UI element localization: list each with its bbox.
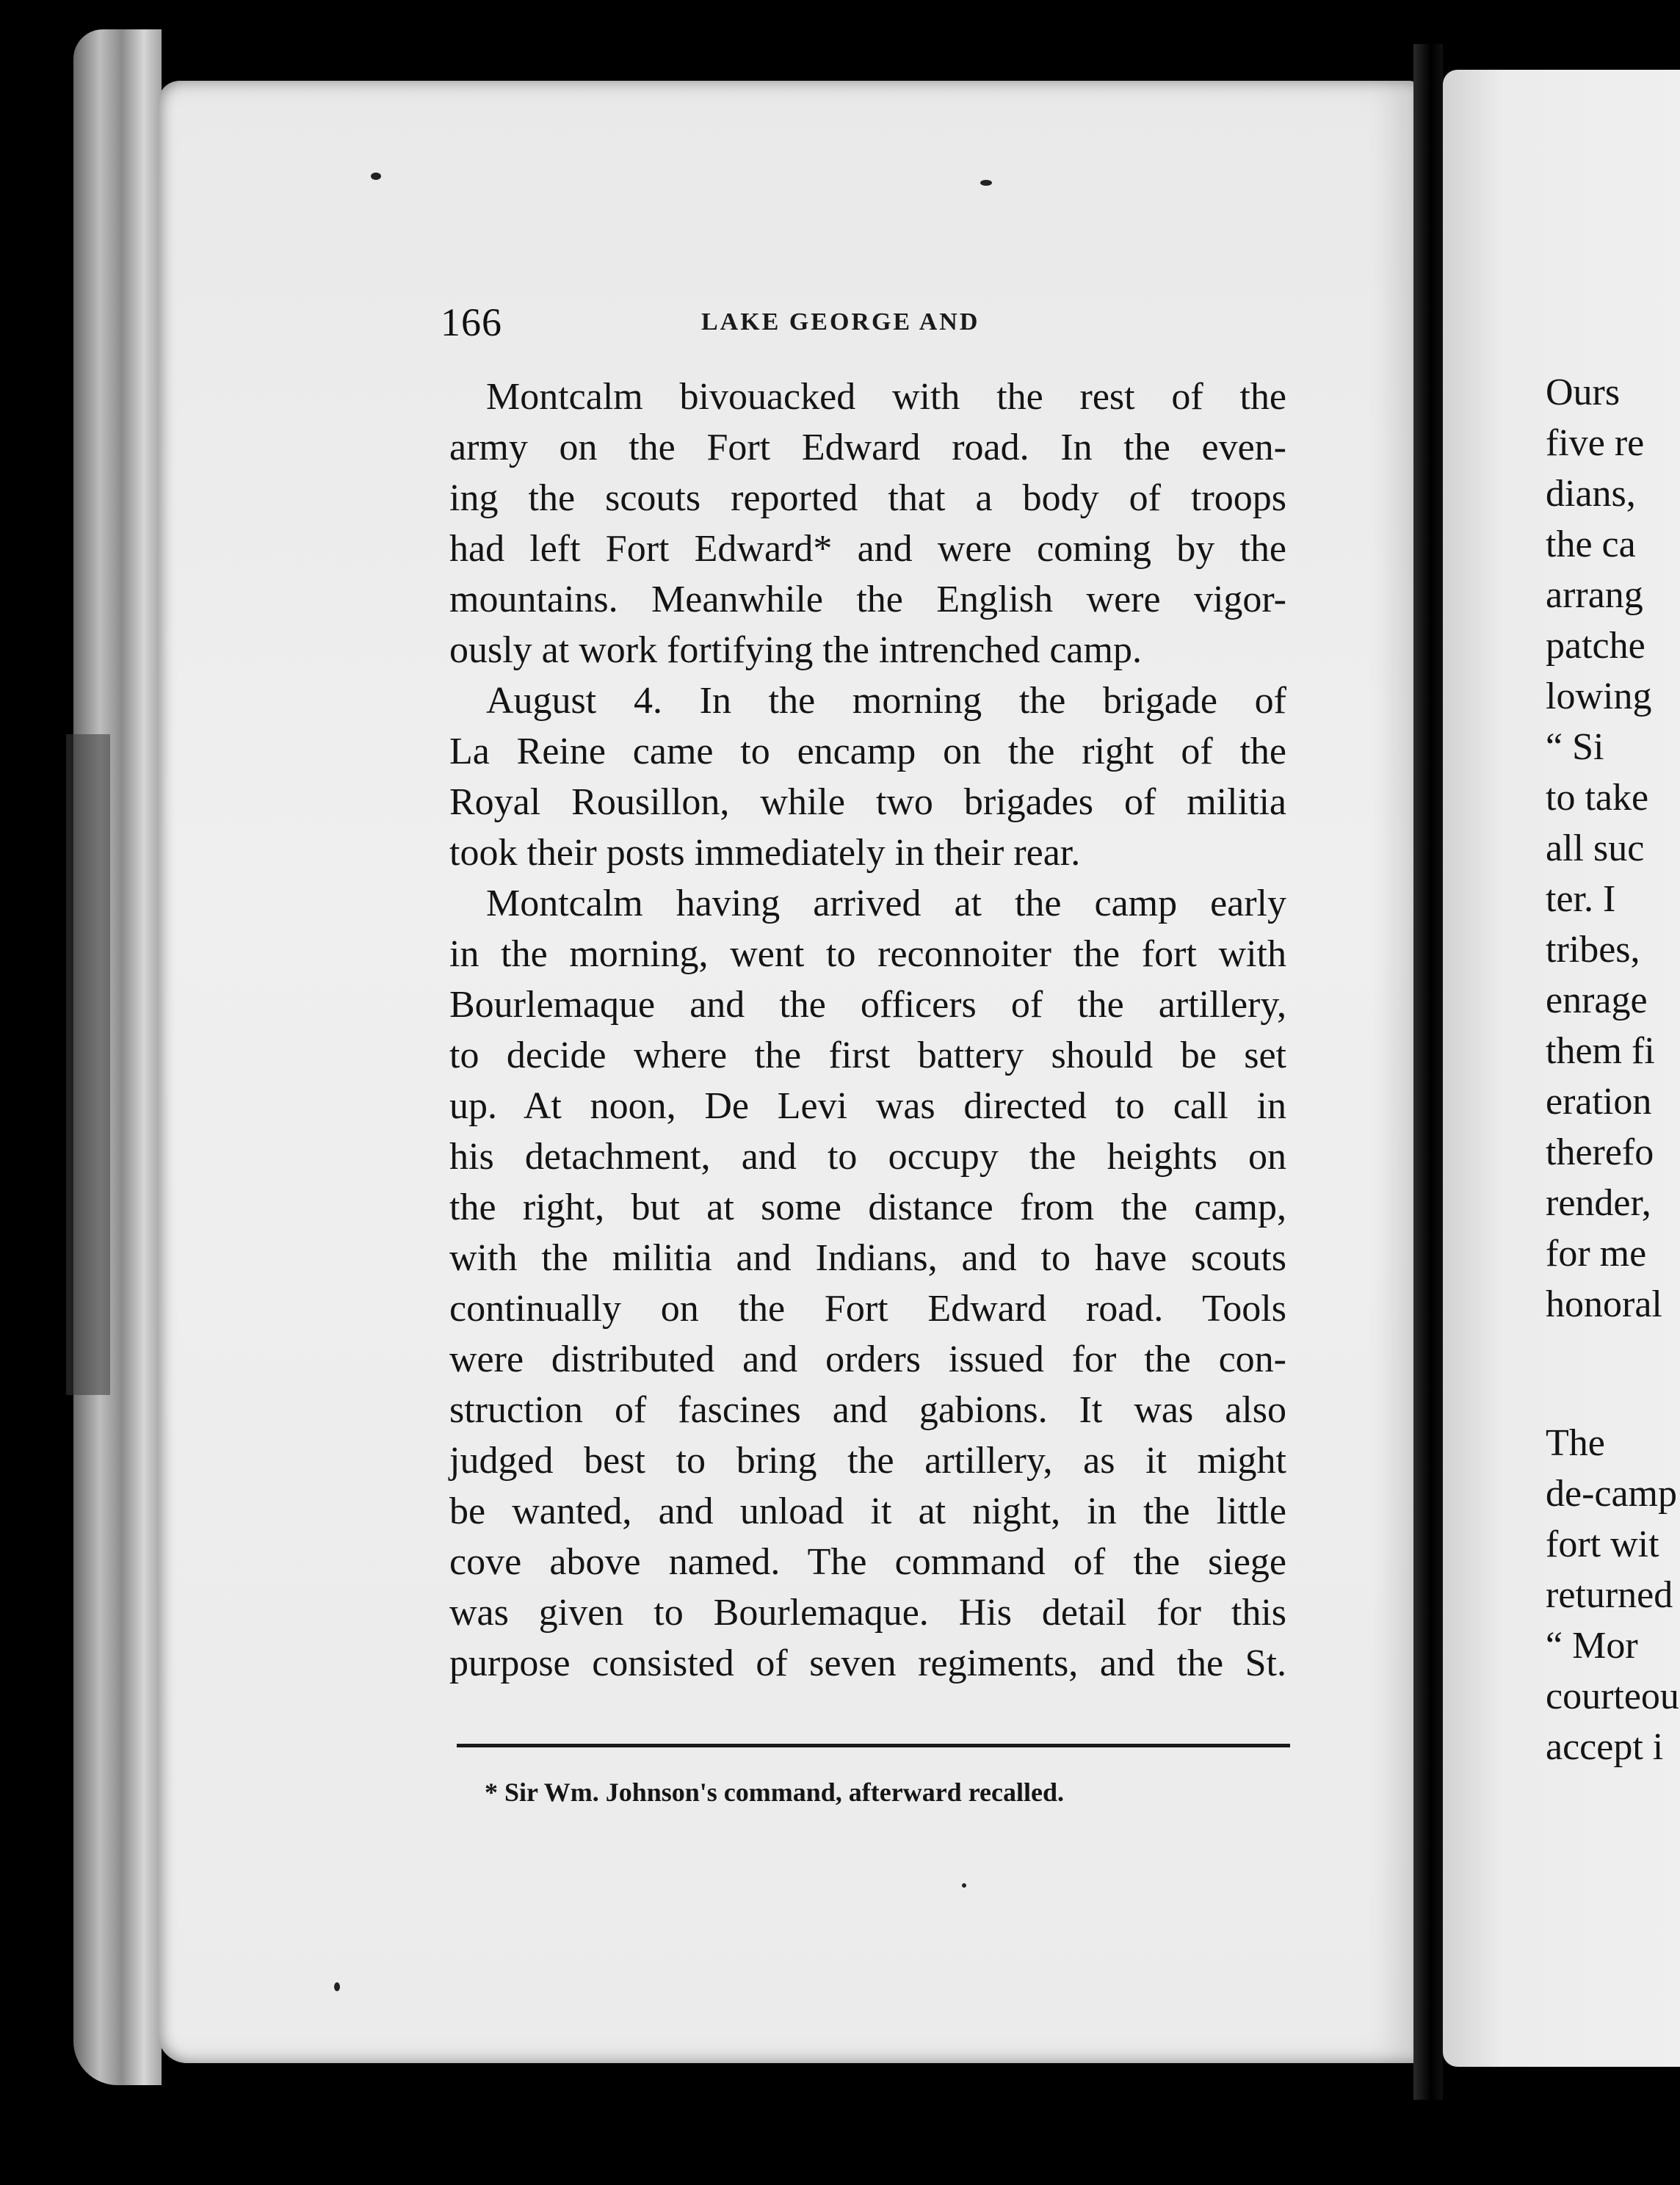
right-page-line: for me [1546,1233,1647,1275]
text-line: took their posts immediately in their rear. [449,832,1081,874]
text-line: ing the scouts reported that a body of troops [449,477,1286,519]
text-line: ously at work fortifying the intrenched camp. [449,629,1142,671]
text-line: cove above named. The command of the siege [449,1541,1286,1583]
right-page-line: tribes, [1546,929,1640,971]
right-page-line: five re [1546,422,1645,464]
text-line: the right, but at some distance from the camp, [449,1186,1286,1228]
body-text [449,372,1286,1689]
text-line: army on the Fort Edward road. In the even- [449,427,1286,468]
running-head [441,300,1101,351]
right-page-line: arrang [1546,574,1643,616]
text-line: August 4. In the morning the brigade of [486,680,1286,722]
text-line: were distributed and orders issued for the con- [449,1338,1286,1380]
text-line: to decide where the first battery should be set [449,1034,1286,1076]
page-edge-shadow [66,734,110,1395]
text-line: purpose consisted of seven regiments, and the St. [449,1642,1286,1684]
text-line: judged best to bring the artillery, as it might [449,1440,1286,1482]
right-page-line: all suc [1546,827,1645,869]
text-line: continually on the Fort Edward road. Tools [449,1288,1286,1330]
right-page-line: enrage [1546,979,1648,1021]
right-page-line: them fi [1546,1030,1655,1072]
scan-speck [980,180,992,186]
right-page-line: patche [1546,625,1645,667]
text-line: had left Fort Edward* and were coming by the [449,528,1286,570]
right-page-line: dians, [1546,473,1636,515]
text-line: was given to Bourlemaque. His detail for this [449,1592,1286,1634]
right-page-line: ter. I [1546,878,1616,920]
page-number: 166 [441,300,502,344]
running-head-title: LAKE GEORGE AND [701,308,980,336]
text-line: in the morning, went to reconnoiter the fort with [449,933,1286,975]
text-line: Royal Rousillon, while two brigades of militia [449,781,1286,823]
right-page-line: Ours [1546,372,1621,413]
text-line: struction of fascines and gabions. It was also [449,1389,1286,1431]
right-page-line: to take [1546,777,1649,819]
text-line: up. At noon, De Levi was directed to call in [449,1085,1286,1127]
right-page-line: “ Si [1546,726,1604,768]
text-line: Bourlemaque and the officers of the artillery, [449,984,1286,1026]
right-page-line: The [1546,1422,1605,1464]
right-page-line: therefo [1546,1131,1654,1173]
text-line: with the militia and Indians, and to have scouts [449,1237,1286,1279]
scan-speck [371,173,381,180]
text-line: his detachment, and to occupy the heights on [449,1136,1286,1178]
text-line: La Reine came to encamp on the right of the [449,731,1286,772]
right-page-line: the ca [1546,523,1636,565]
text-line: Montcalm having arrived at the camp early [486,883,1286,924]
right-page-line: fort wit [1546,1523,1659,1565]
right-page-text [1546,367,1680,1772]
book-gutter [1413,44,1443,2100]
right-page-line: de-camp [1546,1473,1678,1515]
scan-speck [334,1982,340,1991]
right-page-line: accept i [1546,1726,1664,1768]
right-page-gap [1546,1330,1680,1418]
scan-speck [962,1883,966,1888]
right-page-line: honoral [1546,1283,1662,1325]
right-page-line: returned [1546,1574,1673,1616]
footnote-rule [457,1744,1290,1747]
right-page-line: render, [1546,1182,1651,1224]
right-page-line: courteou [1546,1675,1679,1717]
right-page-line: lowing [1546,675,1652,717]
text-line: be wanted, and unload it at night, in the little [449,1490,1286,1532]
text-line: mountains. Meanwhile the English were vigor- [449,579,1286,620]
footnote: * Sir Wm. Johnson's command, afterward recalled. [485,1778,1064,1807]
right-page-line: eration [1546,1081,1652,1123]
right-page-line: “ Mor [1546,1625,1638,1667]
text-line: Montcalm bivouacked with the rest of the [486,376,1286,418]
